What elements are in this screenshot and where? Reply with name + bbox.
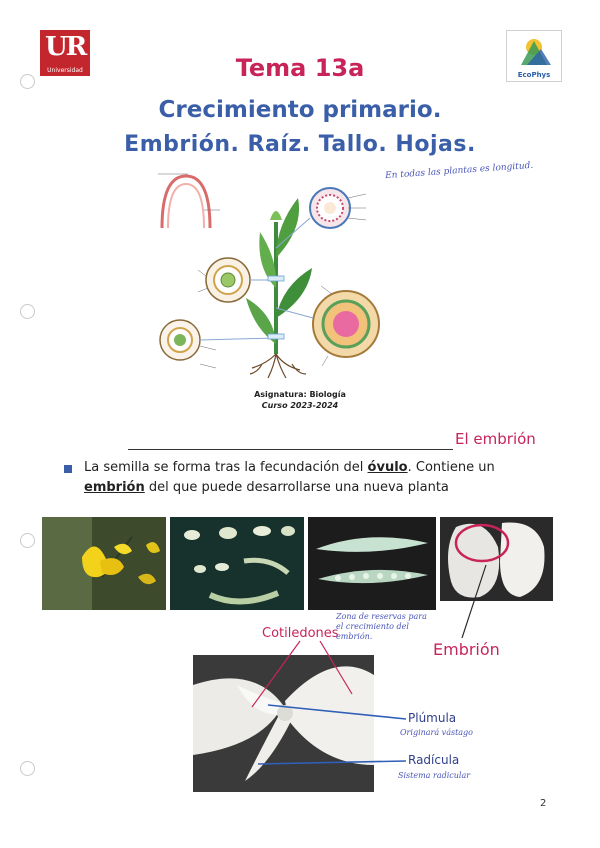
cover-subject: Asignatura: Biología <box>254 390 346 399</box>
keyword-embrion: embrión <box>84 480 145 495</box>
label-radicula: Radícula <box>408 753 460 767</box>
page-number: 2 <box>540 798 547 809</box>
note-radicula: Sistema radicular <box>398 771 471 780</box>
bullet-text-b: . Contiene un <box>407 460 495 475</box>
punch-hole <box>20 533 35 548</box>
plant-anatomy-illustration <box>158 168 398 380</box>
photo-seed-halves <box>440 517 553 601</box>
label-embrion: Embrión <box>433 640 500 659</box>
punch-hole <box>20 304 35 319</box>
university-logo-subtext: Universidad <box>47 67 83 74</box>
handwritten-note-top: En todas las plantas es longitud. <box>384 160 534 182</box>
photo-seed-dissection <box>193 655 374 792</box>
page-subtitle: Embrión. Raíz. Tallo. Hojas. <box>124 132 476 157</box>
note-plumula: Originará vástago <box>400 728 473 737</box>
bullet-text-line1 <box>84 458 554 478</box>
section-divider <box>128 449 453 450</box>
ecophys-logo-text: EcoPhys <box>517 71 551 79</box>
photo-flower <box>42 517 166 610</box>
punch-hole <box>20 761 35 776</box>
bullet-text-c: del que puede desarrollarse una nueva planta <box>144 480 449 495</box>
topic-number: Tema 13a <box>235 54 365 82</box>
page-title: Crecimiento primario. <box>158 97 442 123</box>
bullet-text-line2 <box>84 478 554 498</box>
keyword-ovulo: óvulo <box>367 460 408 475</box>
section-heading: El embrión <box>455 430 536 448</box>
university-logo-mark: UR <box>45 32 86 62</box>
bullet-text-a: La semilla se forma tras la fecundación del <box>84 460 368 475</box>
label-plumula: Plúmula <box>408 711 457 725</box>
photo-ovary-stages <box>170 517 304 610</box>
note-cotiledones: Zona de reservas para el crecimiento del embrión. <box>336 612 427 641</box>
bullet-square-icon <box>64 465 72 473</box>
cover-course: Curso 2023-2024 <box>261 401 339 410</box>
label-cotiledones: Cotiledones <box>262 626 339 641</box>
photo-pea-pods <box>308 517 436 610</box>
